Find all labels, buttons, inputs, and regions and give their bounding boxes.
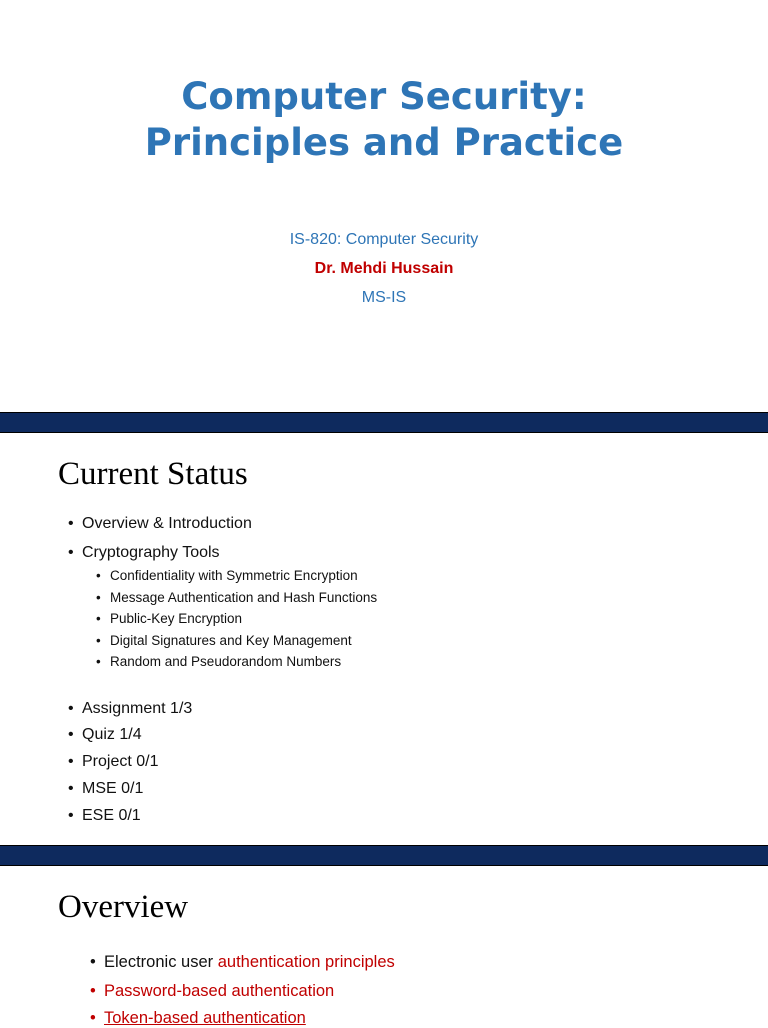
status-item: • Assignment 1/3 xyxy=(68,700,193,717)
bullet: • xyxy=(96,590,101,605)
bullet: • xyxy=(90,1009,96,1027)
program-name: MS-IS xyxy=(361,289,407,306)
list-item: • Token-based authentication xyxy=(90,1009,306,1027)
bullet: • xyxy=(96,633,101,648)
sub-list-item: • Confidentiality with Symmetric Encryption xyxy=(96,568,358,583)
slide-title-line1: Computer Security: xyxy=(181,75,587,118)
bullet: • xyxy=(68,515,74,532)
bullet: • xyxy=(90,953,96,971)
sub-list-item: • Message Authentication and Hash Functions xyxy=(96,590,378,605)
bullet: • xyxy=(96,568,101,583)
bullet: • xyxy=(90,982,96,1000)
status-item: • ESE 0/1 xyxy=(68,807,141,824)
bullet: • xyxy=(68,807,74,824)
slide-title-line2: Principles and Practice xyxy=(144,121,624,164)
slide-divider-bar xyxy=(0,845,768,866)
sub-list-item: • Digital Signatures and Key Management xyxy=(96,633,352,648)
list-item: • Cryptography Tools xyxy=(68,544,220,561)
bullet: • xyxy=(68,753,74,770)
bullet: • xyxy=(68,700,74,717)
list-item: • Password-based authentication xyxy=(90,982,335,1000)
bullet: • xyxy=(68,780,74,797)
status-item: • Project 0/1 xyxy=(68,753,159,770)
status-item: • MSE 0/1 xyxy=(68,780,144,797)
sub-list-item: • Random and Pseudorandom Numbers xyxy=(96,654,342,669)
bullet: • xyxy=(96,611,101,626)
bullet: • xyxy=(68,726,74,743)
slide-divider-bar xyxy=(0,412,768,433)
bullet: • xyxy=(68,544,74,561)
bullet: • xyxy=(96,654,101,669)
slide-heading: Current Status xyxy=(58,456,248,492)
list-item: • Overview & Introduction xyxy=(68,515,252,532)
slide-heading: Overview xyxy=(58,889,189,925)
course-code: IS-820: Computer Security xyxy=(289,231,479,248)
status-item: • Quiz 1/4 xyxy=(68,726,142,743)
instructor-name: Dr. Mehdi Hussain xyxy=(314,260,454,277)
list-item: • Electronic user authentication principles xyxy=(90,953,395,971)
sub-list-item: • Public-Key Encryption xyxy=(96,611,243,626)
